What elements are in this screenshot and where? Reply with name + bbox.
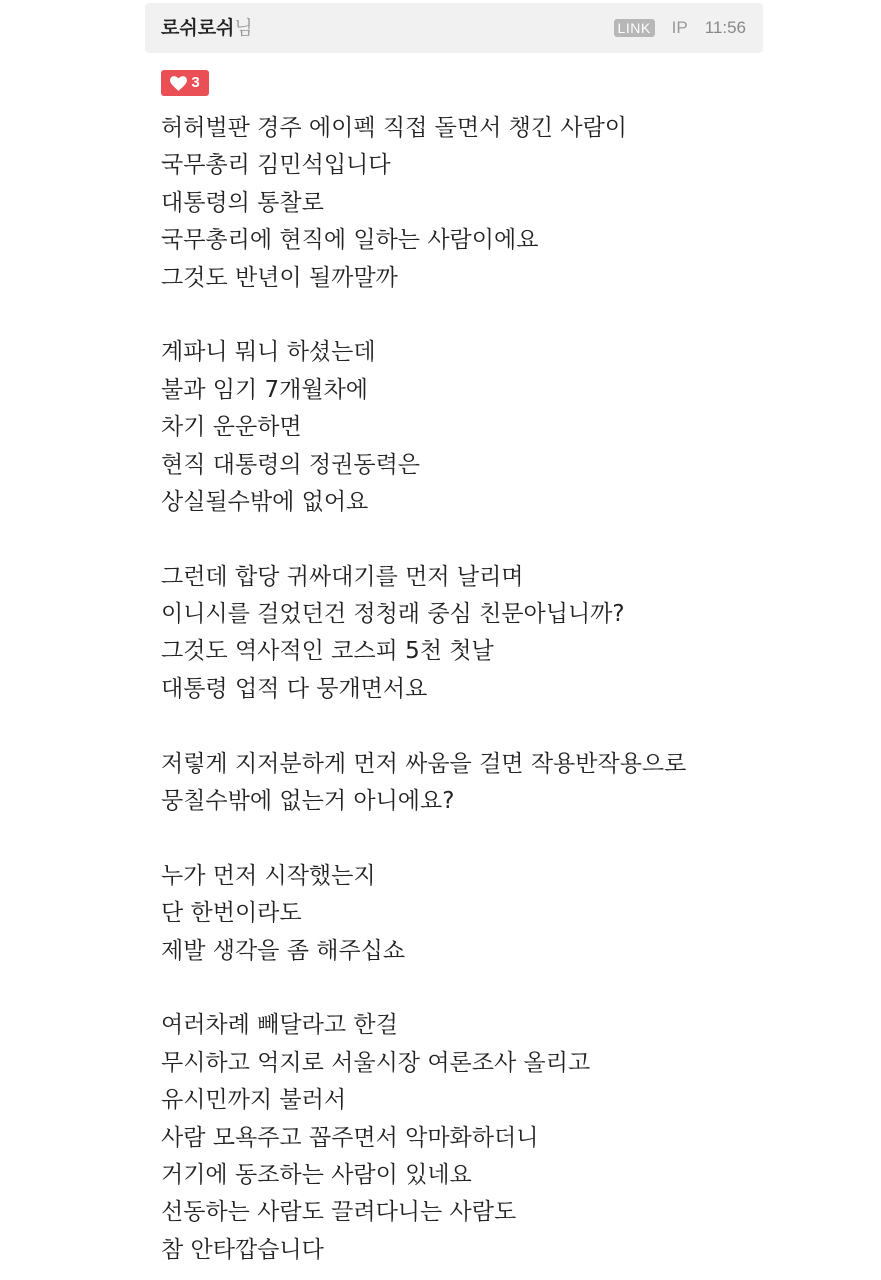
blank-line: [161, 970, 761, 1007]
post-line: 차기 운운하면: [161, 414, 302, 441]
post-line: 제발 생각을 좀 해주십쇼: [161, 937, 406, 964]
post-line: 이니시를 걸었던건 정청래 중심 친문아닙니까?: [161, 601, 625, 628]
post-line: 상실될수밖에 없어요: [161, 488, 369, 515]
post-line: 여러차례 빼달라고 한걸: [161, 1012, 398, 1039]
like-count: 3: [191, 74, 200, 91]
post-line: 참 안타깝습니다: [161, 1236, 324, 1263]
comment-header: [145, 3, 763, 53]
nickname-text[interactable]: 로쉬로쉬: [161, 17, 235, 39]
post-line: 대통령 업적 다 뭉개면서요: [161, 675, 428, 702]
like-badge[interactable]: [161, 70, 209, 96]
heart-icon: [170, 76, 187, 91]
post-line: 선동하는 사람도 끌려다니는 사람도: [161, 1199, 517, 1226]
ip-label: IP: [671, 18, 688, 37]
post-body: [161, 110, 761, 1269]
post-line: 유시민까지 불러서: [161, 1087, 347, 1114]
comment-time: 11:56: [704, 18, 746, 37]
post-line: 거기에 동조하는 사람이 있네요: [161, 1161, 472, 1188]
post-line: 대통령의 통찰로: [161, 189, 324, 216]
post-line: 허허벌판 경주 에이펙 직접 돌면서 챙긴 사람이: [161, 115, 628, 141]
post-line: 그것도 역사적인 코스피 5천 첫날: [161, 638, 494, 665]
post-line: 현직 대통령의 정권동력은: [161, 451, 421, 478]
blank-line: [161, 820, 761, 857]
blank-line: [161, 521, 761, 558]
post-line: 국무총리 김민석입니다: [161, 152, 391, 179]
author-nickname[interactable]: [161, 16, 253, 40]
post-line: 그런데 합당 귀싸대기를 먼저 날리며: [161, 563, 524, 590]
post-line: 불과 임기 7개월차에: [161, 376, 368, 403]
post-line: 누가 먼저 시작했는지: [161, 862, 376, 889]
blank-line: [161, 297, 761, 334]
post-line: 사람 모욕주고 꼽주면서 악마화하더니: [161, 1124, 539, 1151]
comment-meta: [614, 17, 746, 39]
blank-line: [161, 708, 761, 745]
post-line: 저렇게 지저분하게 먼저 싸움을 걸면 작용반작용으로: [161, 750, 687, 777]
post-line: 그것도 반년이 될까말까: [161, 264, 398, 291]
link-badge[interactable]: LINK: [614, 19, 655, 37]
nickname-suffix: 님: [234, 17, 253, 39]
post-line: 뭉칠수밖에 없는거 아니에요?: [161, 788, 455, 815]
post-line: 국무총리에 현직에 일하는 사람이에요: [161, 227, 539, 254]
post-line: 무시하고 억지로 서울시장 여론조사 올리고: [161, 1049, 591, 1076]
post-line: 계파니 뭐니 하셨는데: [161, 339, 376, 366]
post-line: 단 한번이라도: [161, 900, 302, 927]
